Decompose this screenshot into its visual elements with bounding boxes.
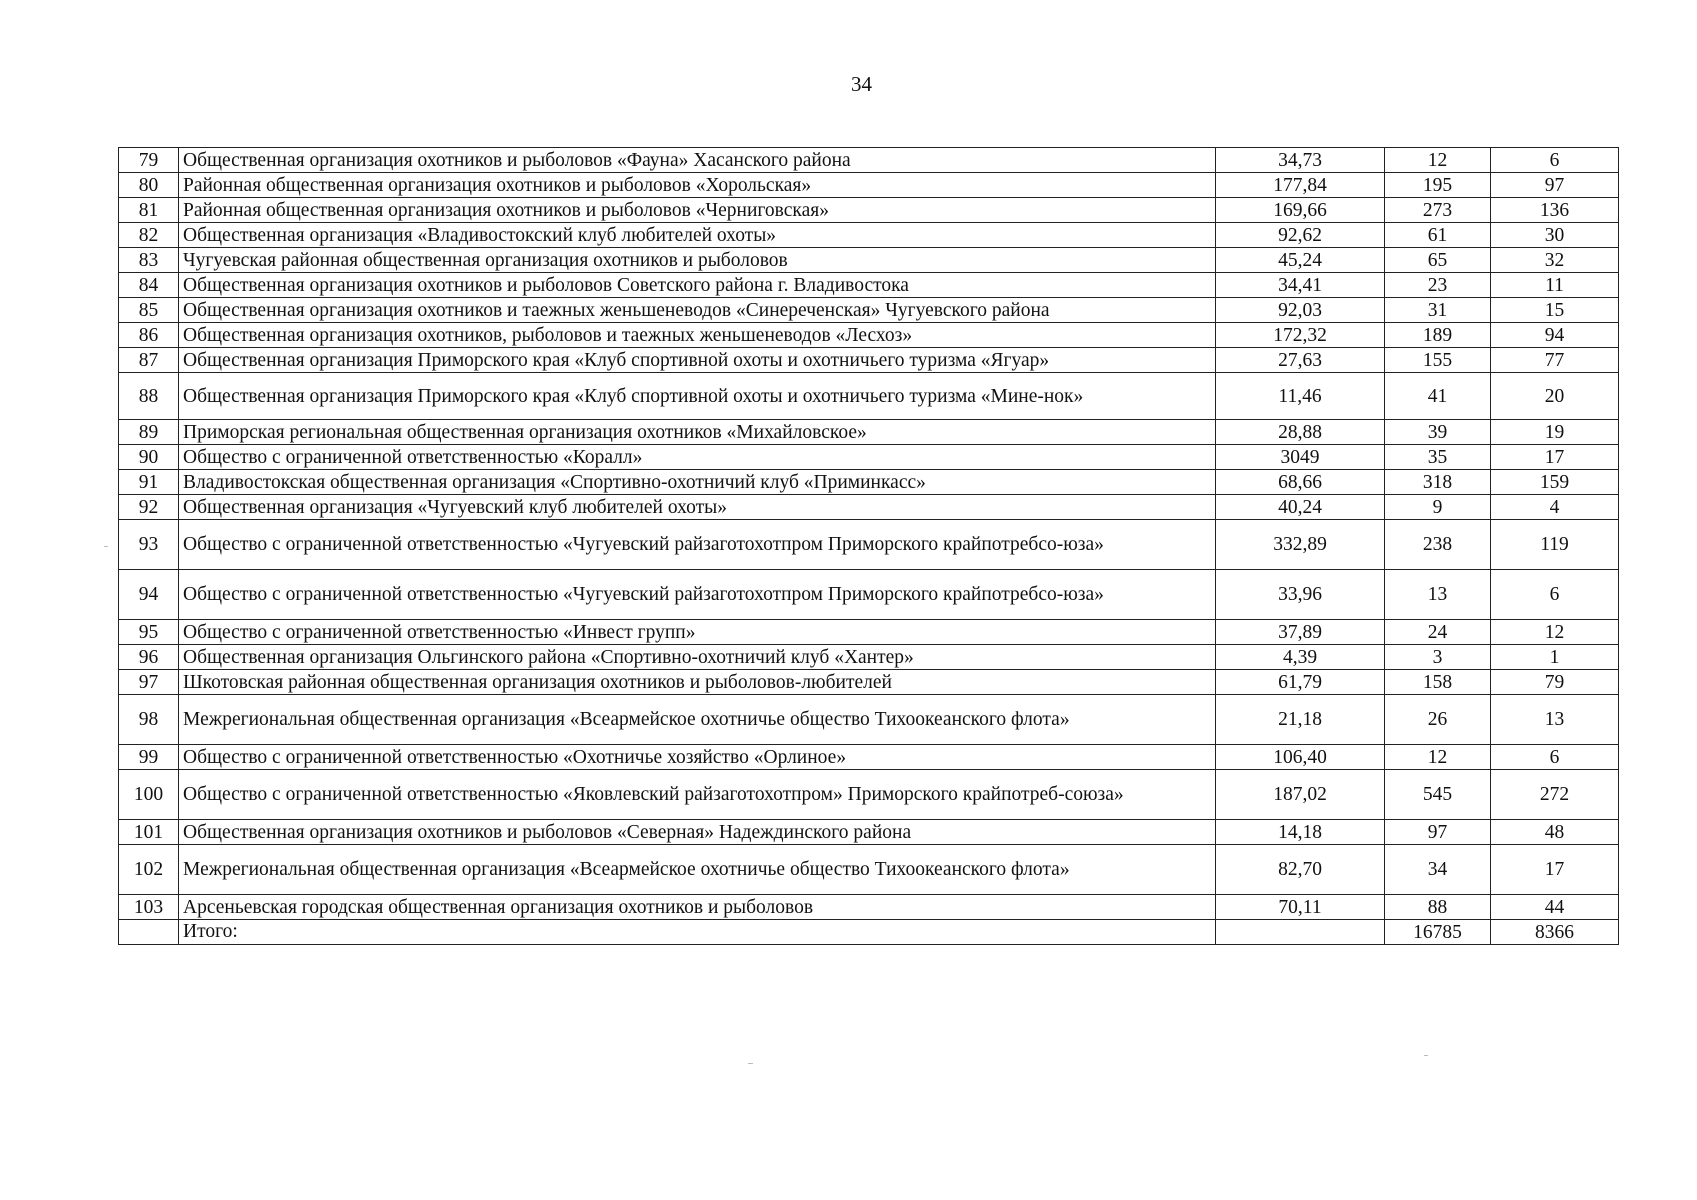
row-number: 94 <box>119 570 179 620</box>
row-area: 169,66 <box>1216 198 1385 223</box>
row-organization-name: Общественная организация охотников и рыболовов Советского района г. Владивостока <box>179 273 1216 298</box>
row-number: 100 <box>119 770 179 820</box>
row-value-1: 9 <box>1385 495 1491 520</box>
table-row <box>119 470 1619 495</box>
scan-dot <box>104 546 108 547</box>
row-area: 68,66 <box>1216 470 1385 495</box>
row-area: 37,89 <box>1216 620 1385 645</box>
row-value-2: 94 <box>1491 323 1619 348</box>
row-value-1: 26 <box>1385 695 1491 745</box>
row-area: 34,41 <box>1216 273 1385 298</box>
row-organization-name: Межрегиональная общественная организация «Всеармейское охотничье общество Тихоокеанского флота» <box>179 695 1216 745</box>
row-value-1: 24 <box>1385 620 1491 645</box>
row-organization-name: Общественная организация охотников и рыболовов «Фауна» Хасанского района <box>179 148 1216 173</box>
row-area: 21,18 <box>1216 695 1385 745</box>
row-number: 91 <box>119 470 179 495</box>
row-value-2: 44 <box>1491 895 1619 920</box>
table-row <box>119 620 1619 645</box>
row-value-2: 11 <box>1491 273 1619 298</box>
row-number: 93 <box>119 520 179 570</box>
row-value-1: 97 <box>1385 820 1491 845</box>
row-area: 33,96 <box>1216 570 1385 620</box>
row-number: 101 <box>119 820 179 845</box>
row-organization-name: Владивостокская общественная организация «Спортивно-охотничий клуб «Приминкасс» <box>179 470 1216 495</box>
row-number: 98 <box>119 695 179 745</box>
row-area: 187,02 <box>1216 770 1385 820</box>
total-value-1: 16785 <box>1385 920 1491 945</box>
row-organization-name: Межрегиональная общественная организация «Всеармейское охотничье общество Тихоокеанского флота» <box>179 845 1216 895</box>
row-organization-name: Шкотовская районная общественная организация охотников и рыболовов-любителей <box>179 670 1216 695</box>
total-row <box>119 920 1619 945</box>
table-row <box>119 373 1619 420</box>
table-row <box>119 845 1619 895</box>
row-value-1: 158 <box>1385 670 1491 695</box>
row-value-2: 15 <box>1491 298 1619 323</box>
row-number: 90 <box>119 445 179 470</box>
row-value-2: 77 <box>1491 348 1619 373</box>
row-organization-name: Чугуевская районная общественная организация охотников и рыболовов <box>179 248 1216 273</box>
row-area: 106,40 <box>1216 745 1385 770</box>
row-organization-name: Общественная организация Приморского края «Клуб спортивной охоты и охотничьего туризма «Ягуар» <box>179 348 1216 373</box>
row-value-1: 273 <box>1385 198 1491 223</box>
row-number: 81 <box>119 198 179 223</box>
row-number: 95 <box>119 620 179 645</box>
row-value-2: 97 <box>1491 173 1619 198</box>
row-area: 45,24 <box>1216 248 1385 273</box>
table-row <box>119 248 1619 273</box>
page-number: 34 <box>851 72 872 96</box>
row-value-2: 19 <box>1491 420 1619 445</box>
row-value-1: 34 <box>1385 845 1491 895</box>
table-row <box>119 820 1619 845</box>
total-area <box>1216 920 1385 945</box>
total-label: Итого: <box>179 920 1216 945</box>
row-area: 70,11 <box>1216 895 1385 920</box>
row-value-2: 30 <box>1491 223 1619 248</box>
row-value-1: 318 <box>1385 470 1491 495</box>
total-number <box>119 920 179 945</box>
row-organization-name: Общественная организация Приморского края «Клуб спортивной охоты и охотничьего туризма «Мине-нок» <box>179 373 1216 420</box>
table-row <box>119 348 1619 373</box>
row-value-1: 12 <box>1385 745 1491 770</box>
row-value-1: 238 <box>1385 520 1491 570</box>
row-number: 87 <box>119 348 179 373</box>
row-value-1: 3 <box>1385 645 1491 670</box>
row-value-2: 6 <box>1491 148 1619 173</box>
row-number: 89 <box>119 420 179 445</box>
row-value-1: 65 <box>1385 248 1491 273</box>
row-organization-name: Арсеньевская городская общественная организация охотников и рыболовов <box>179 895 1216 920</box>
row-area: 172,32 <box>1216 323 1385 348</box>
row-value-1: 13 <box>1385 570 1491 620</box>
table-body <box>119 148 1619 945</box>
row-area: 11,46 <box>1216 373 1385 420</box>
table-row <box>119 148 1619 173</box>
row-value-1: 155 <box>1385 348 1491 373</box>
row-number: 92 <box>119 495 179 520</box>
row-value-1: 12 <box>1385 148 1491 173</box>
table-row <box>119 670 1619 695</box>
row-organization-name: Общественная организация охотников и таежных женьшеневодов «Синереченская» Чугуевского района <box>179 298 1216 323</box>
row-value-2: 20 <box>1491 373 1619 420</box>
table-row <box>119 695 1619 745</box>
row-organization-name: Общество с ограниченной ответственностью «Инвест групп» <box>179 620 1216 645</box>
row-number: 83 <box>119 248 179 273</box>
row-number: 82 <box>119 223 179 248</box>
row-number: 102 <box>119 845 179 895</box>
table-row <box>119 745 1619 770</box>
table-row <box>119 520 1619 570</box>
row-value-1: 189 <box>1385 323 1491 348</box>
row-number: 86 <box>119 323 179 348</box>
row-organization-name: Общественная организация охотников и рыболовов «Северная» Надеждинского района <box>179 820 1216 845</box>
row-area: 61,79 <box>1216 670 1385 695</box>
row-organization-name: Общество с ограниченной ответственностью «Коралл» <box>179 445 1216 470</box>
row-value-1: 41 <box>1385 373 1491 420</box>
row-area: 92,62 <box>1216 223 1385 248</box>
row-area: 332,89 <box>1216 520 1385 570</box>
row-number: 88 <box>119 373 179 420</box>
table-row <box>119 198 1619 223</box>
row-area: 4,39 <box>1216 645 1385 670</box>
row-area: 28,88 <box>1216 420 1385 445</box>
row-value-2: 136 <box>1491 198 1619 223</box>
table-row <box>119 895 1619 920</box>
row-value-1: 88 <box>1385 895 1491 920</box>
table-row <box>119 323 1619 348</box>
row-value-1: 545 <box>1385 770 1491 820</box>
total-value-2: 8366 <box>1491 920 1619 945</box>
row-organization-name: Общественная организация «Владивостокский клуб любителей охоты» <box>179 223 1216 248</box>
row-organization-name: Общество с ограниченной ответственностью «Чугуевский райзаготохотпром Приморского крайпотребсо-юза» <box>179 520 1216 570</box>
row-value-2: 1 <box>1491 645 1619 670</box>
scan-dot <box>1424 1055 1428 1056</box>
row-value-2: 272 <box>1491 770 1619 820</box>
row-area: 92,03 <box>1216 298 1385 323</box>
row-area: 177,84 <box>1216 173 1385 198</box>
row-organization-name: Приморская региональная общественная организация охотников «Михайловское» <box>179 420 1216 445</box>
row-value-2: 79 <box>1491 670 1619 695</box>
table-row <box>119 273 1619 298</box>
table-row <box>119 645 1619 670</box>
row-value-2: 6 <box>1491 745 1619 770</box>
table-row <box>119 495 1619 520</box>
row-organization-name: Общественная организация «Чугуевский клуб любителей охоты» <box>179 495 1216 520</box>
row-number: 84 <box>119 273 179 298</box>
row-value-1: 39 <box>1385 420 1491 445</box>
row-value-1: 195 <box>1385 173 1491 198</box>
table-row <box>119 420 1619 445</box>
row-organization-name: Общественная организация охотников, рыболовов и таежных женьшеневодов «Лесхоз» <box>179 323 1216 348</box>
table-row <box>119 570 1619 620</box>
hunting-grounds-table <box>118 147 1619 945</box>
row-area: 27,63 <box>1216 348 1385 373</box>
row-organization-name: Общество с ограниченной ответственностью «Охотничье хозяйство «Орлиное» <box>179 745 1216 770</box>
row-area: 14,18 <box>1216 820 1385 845</box>
scan-dot <box>748 1063 753 1064</box>
row-value-2: 17 <box>1491 845 1619 895</box>
row-value-2: 159 <box>1491 470 1619 495</box>
row-area: 40,24 <box>1216 495 1385 520</box>
row-number: 80 <box>119 173 179 198</box>
row-value-2: 32 <box>1491 248 1619 273</box>
row-value-2: 13 <box>1491 695 1619 745</box>
row-value-2: 119 <box>1491 520 1619 570</box>
row-number: 85 <box>119 298 179 323</box>
row-value-2: 4 <box>1491 495 1619 520</box>
row-area: 34,73 <box>1216 148 1385 173</box>
row-value-1: 35 <box>1385 445 1491 470</box>
table-row <box>119 173 1619 198</box>
row-value-1: 61 <box>1385 223 1491 248</box>
row-value-2: 48 <box>1491 820 1619 845</box>
table-row <box>119 770 1619 820</box>
table-row <box>119 223 1619 248</box>
row-area: 3049 <box>1216 445 1385 470</box>
row-organization-name: Общество с ограниченной ответственностью «Яковлевский райзаготохотпром» Приморского крайпотреб-союза» <box>179 770 1216 820</box>
row-organization-name: Районная общественная организация охотников и рыболовов «Хорольская» <box>179 173 1216 198</box>
row-value-2: 12 <box>1491 620 1619 645</box>
row-value-1: 23 <box>1385 273 1491 298</box>
table-row <box>119 445 1619 470</box>
row-number: 96 <box>119 645 179 670</box>
row-number: 99 <box>119 745 179 770</box>
row-number: 97 <box>119 670 179 695</box>
row-number: 79 <box>119 148 179 173</box>
table-row <box>119 298 1619 323</box>
row-value-2: 17 <box>1491 445 1619 470</box>
row-organization-name: Общество с ограниченной ответственностью «Чугуевский райзаготохотпром Приморского крайпотребсо-юза» <box>179 570 1216 620</box>
row-organization-name: Районная общественная организация охотников и рыболовов «Черниговская» <box>179 198 1216 223</box>
row-area: 82,70 <box>1216 845 1385 895</box>
row-value-2: 6 <box>1491 570 1619 620</box>
row-organization-name: Общественная организация Ольгинского района «Спортивно-охотничий клуб «Хантер» <box>179 645 1216 670</box>
row-number: 103 <box>119 895 179 920</box>
row-value-1: 31 <box>1385 298 1491 323</box>
